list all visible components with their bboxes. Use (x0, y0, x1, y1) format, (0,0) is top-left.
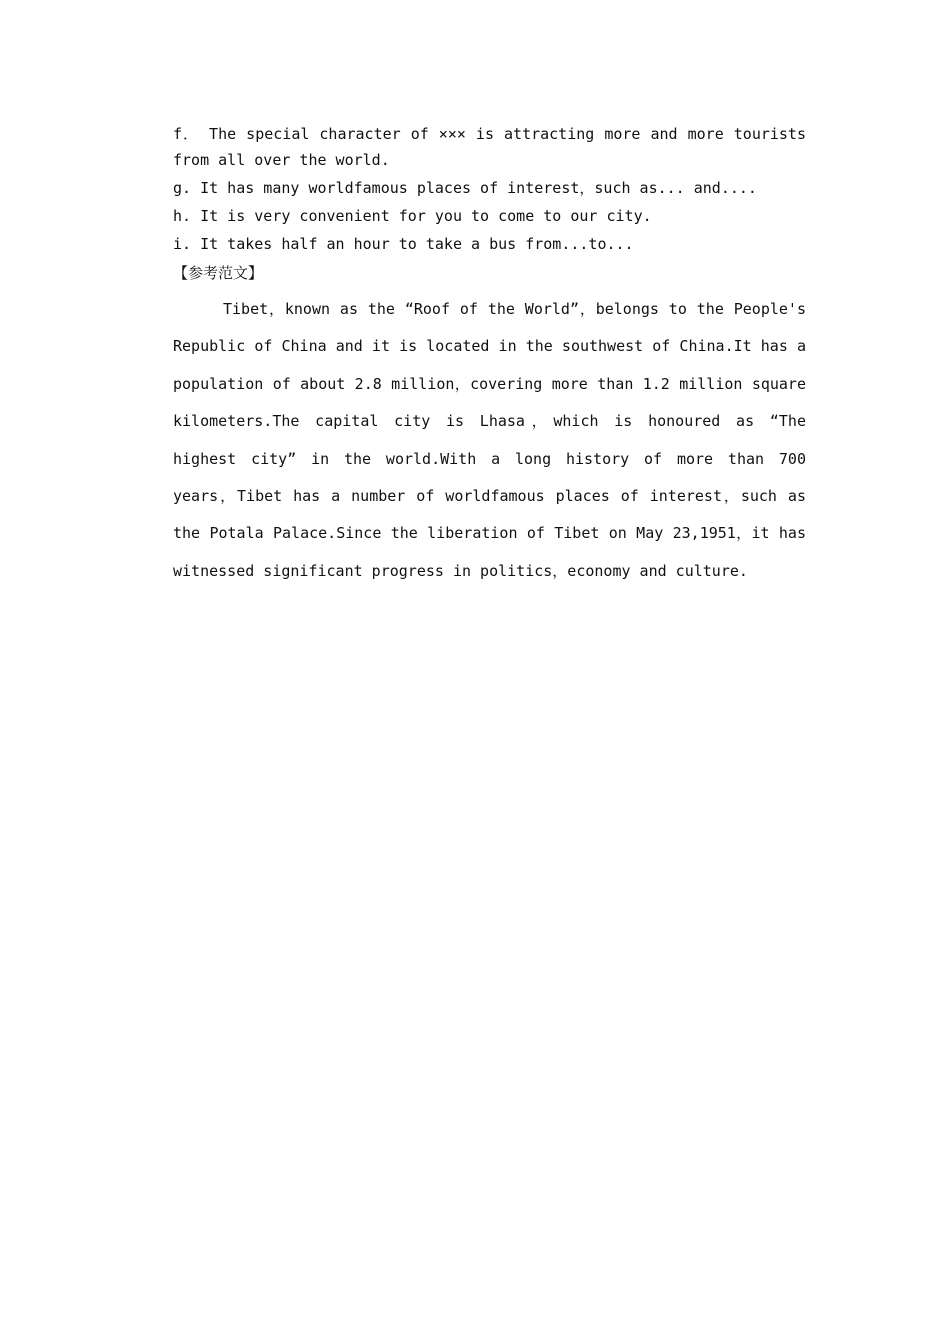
reference-essay-paragraph: Tibet，known as the “Roof of the World”，belongs to the People's Republic of China and it is located in the southwest of China.It has a population of about 2.8 million，covering more than 1.2 million square kilometers.The capital city is Lhasa，which is honoured as “The highest city” in the world.With a long history of more than 700 years，Tibet has a number of worldfamous places of interest，such as the Potala Palace.Since the liberation of Tibet on May 23,1951，it has witnessed significant progress in politics，economy and culture. (173, 300, 806, 580)
list-item-f: f． The special character of ××× is attracting more and more tourists from all over the world. (173, 125, 806, 169)
list-item-g: g. It has many worldfamous places of interest，such as... and.... (173, 179, 757, 197)
list-item-i: i. It takes half an hour to take a bus from...to... (173, 235, 634, 253)
list-item-h: h. It is very convenient for you to come to our city. (173, 207, 652, 225)
document-content (173, 121, 806, 590)
reference-essay-heading: 【参考范文】 (173, 264, 264, 282)
